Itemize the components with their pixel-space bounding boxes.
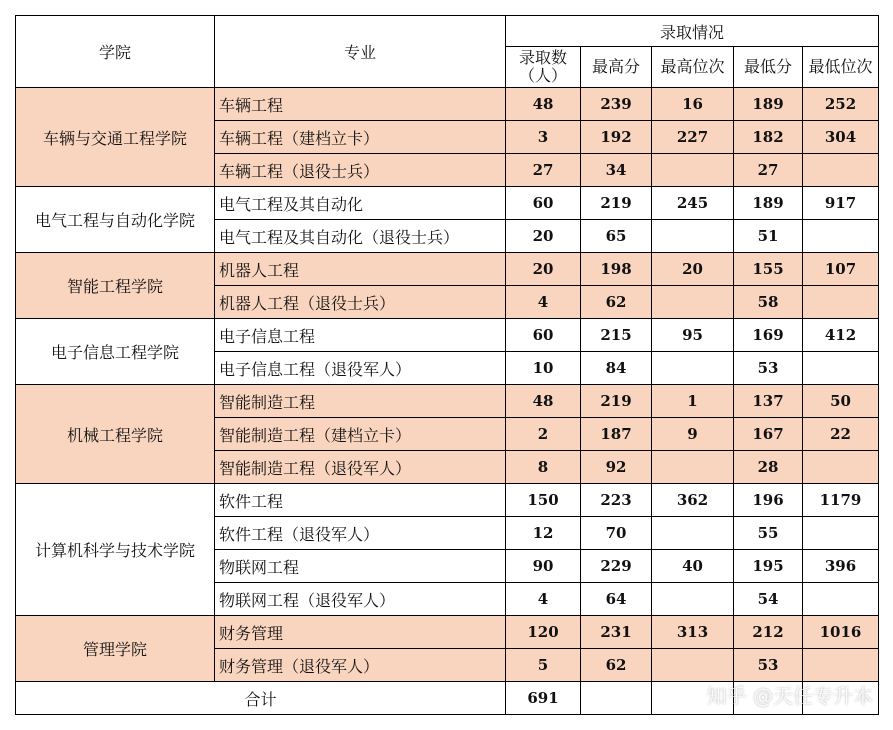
- cell-min-rank: 22: [803, 418, 879, 451]
- cell-min-rank: [803, 286, 879, 319]
- cell-min-rank: 1179: [803, 484, 879, 517]
- cell-admitted: 12: [506, 517, 581, 550]
- cell-admitted: 10: [506, 352, 581, 385]
- major-name: 物联网工程（退役军人）: [215, 583, 506, 616]
- total-empty-cell: [581, 682, 652, 715]
- cell-min-score: 51: [734, 220, 803, 253]
- total-label: 合计: [16, 682, 506, 715]
- cell-min-rank: 396: [803, 550, 879, 583]
- cell-min-score: 58: [734, 286, 803, 319]
- header-min-rank: 最低位次: [803, 47, 879, 88]
- admission-table: [15, 15, 879, 715]
- cell-min-score: 28: [734, 451, 803, 484]
- cell-min-rank: [803, 220, 879, 253]
- cell-max-score: 229: [581, 550, 652, 583]
- header-major: 专业: [215, 16, 506, 88]
- header-group: 录取情况: [506, 16, 879, 47]
- cell-max-score: 84: [581, 352, 652, 385]
- total-admitted: 691: [506, 682, 581, 715]
- table-body: [16, 88, 879, 682]
- cell-max-rank: 313: [652, 616, 734, 649]
- cell-max-rank: [652, 154, 734, 187]
- major-name: 软件工程（退役军人）: [215, 517, 506, 550]
- college-name: 管理学院: [16, 616, 215, 682]
- cell-admitted: 27: [506, 154, 581, 187]
- cell-min-score: 195: [734, 550, 803, 583]
- cell-min-score: 182: [734, 121, 803, 154]
- cell-min-rank: [803, 649, 879, 682]
- cell-min-score: 196: [734, 484, 803, 517]
- cell-min-rank: [803, 154, 879, 187]
- cell-min-score: 53: [734, 352, 803, 385]
- cell-max-rank: 245: [652, 187, 734, 220]
- cell-min-score: 212: [734, 616, 803, 649]
- cell-admitted: 3: [506, 121, 581, 154]
- cell-max-score: 187: [581, 418, 652, 451]
- college-name: 机械工程学院: [16, 385, 215, 484]
- cell-max-rank: 1: [652, 385, 734, 418]
- cell-max-rank: 227: [652, 121, 734, 154]
- cell-max-score: 215: [581, 319, 652, 352]
- cell-max-score: 219: [581, 187, 652, 220]
- cell-max-rank: [652, 649, 734, 682]
- cell-max-score: 198: [581, 253, 652, 286]
- cell-min-score: 55: [734, 517, 803, 550]
- cell-max-rank: 362: [652, 484, 734, 517]
- cell-min-rank: 917: [803, 187, 879, 220]
- cell-max-score: 223: [581, 484, 652, 517]
- watermark: 知乎 @天任专升本: [706, 684, 873, 708]
- college-name: 计算机科学与技术学院: [16, 484, 215, 616]
- cell-admitted: 20: [506, 253, 581, 286]
- cell-max-score: 92: [581, 451, 652, 484]
- cell-admitted: 60: [506, 319, 581, 352]
- cell-admitted: 150: [506, 484, 581, 517]
- cell-max-score: 192: [581, 121, 652, 154]
- table-row: [16, 319, 879, 352]
- cell-min-rank: 304: [803, 121, 879, 154]
- cell-admitted: 4: [506, 583, 581, 616]
- table-row: [16, 187, 879, 220]
- major-name: 车辆工程: [215, 88, 506, 121]
- major-name: 车辆工程（退役士兵）: [215, 154, 506, 187]
- header-admitted-text: 录取数（人）: [518, 48, 567, 85]
- cell-admitted: 60: [506, 187, 581, 220]
- cell-min-rank: [803, 451, 879, 484]
- cell-admitted: 48: [506, 88, 581, 121]
- cell-max-rank: [652, 451, 734, 484]
- major-name: 电子信息工程: [215, 319, 506, 352]
- cell-admitted: 2: [506, 418, 581, 451]
- cell-min-rank: 50: [803, 385, 879, 418]
- cell-max-score: 62: [581, 286, 652, 319]
- major-name: 智能制造工程（退役军人）: [215, 451, 506, 484]
- cell-max-rank: [652, 583, 734, 616]
- cell-min-score: 54: [734, 583, 803, 616]
- cell-max-score: 231: [581, 616, 652, 649]
- cell-min-score: 137: [734, 385, 803, 418]
- cell-max-score: 65: [581, 220, 652, 253]
- cell-min-rank: 107: [803, 253, 879, 286]
- header-college: 学院: [16, 16, 215, 88]
- major-name: 机器人工程: [215, 253, 506, 286]
- major-name: 电子信息工程（退役军人）: [215, 352, 506, 385]
- college-name: 智能工程学院: [16, 253, 215, 319]
- cell-max-rank: 40: [652, 550, 734, 583]
- major-name: 智能制造工程（建档立卡）: [215, 418, 506, 451]
- cell-min-score: 169: [734, 319, 803, 352]
- major-name: 车辆工程（建档立卡）: [215, 121, 506, 154]
- cell-max-rank: [652, 286, 734, 319]
- major-name: 机器人工程（退役士兵）: [215, 286, 506, 319]
- cell-min-rank: [803, 517, 879, 550]
- cell-max-rank: 20: [652, 253, 734, 286]
- cell-min-rank: [803, 583, 879, 616]
- major-name: 财务管理: [215, 616, 506, 649]
- header-max-rank: 最高位次: [652, 47, 734, 88]
- major-name: 电气工程及其自动化（退役士兵）: [215, 220, 506, 253]
- table-row: [16, 385, 879, 418]
- cell-min-score: 53: [734, 649, 803, 682]
- cell-max-score: 62: [581, 649, 652, 682]
- cell-max-score: 34: [581, 154, 652, 187]
- header-admitted: [506, 47, 581, 88]
- cell-max-rank: [652, 220, 734, 253]
- cell-max-score: 64: [581, 583, 652, 616]
- major-name: 物联网工程: [215, 550, 506, 583]
- cell-admitted: 5: [506, 649, 581, 682]
- college-name: 电子信息工程学院: [16, 319, 215, 385]
- cell-max-rank: 95: [652, 319, 734, 352]
- cell-min-score: 167: [734, 418, 803, 451]
- header-max-score: 最高分: [581, 47, 652, 88]
- header-min-score: 最低分: [734, 47, 803, 88]
- table-row: [16, 253, 879, 286]
- college-name: 电气工程与自动化学院: [16, 187, 215, 253]
- cell-max-rank: [652, 517, 734, 550]
- cell-min-score: 189: [734, 88, 803, 121]
- major-name: 智能制造工程: [215, 385, 506, 418]
- cell-admitted: 48: [506, 385, 581, 418]
- cell-max-score: 239: [581, 88, 652, 121]
- table-row: [16, 616, 879, 649]
- cell-max-score: 219: [581, 385, 652, 418]
- cell-max-rank: 16: [652, 88, 734, 121]
- cell-min-score: 27: [734, 154, 803, 187]
- table-row: [16, 88, 879, 121]
- cell-max-rank: 9: [652, 418, 734, 451]
- table-row: [16, 484, 879, 517]
- cell-admitted: 90: [506, 550, 581, 583]
- major-name: 电气工程及其自动化: [215, 187, 506, 220]
- cell-admitted: 120: [506, 616, 581, 649]
- cell-min-rank: 252: [803, 88, 879, 121]
- cell-min-rank: 412: [803, 319, 879, 352]
- cell-min-rank: 1016: [803, 616, 879, 649]
- cell-min-score: 189: [734, 187, 803, 220]
- college-name: 车辆与交通工程学院: [16, 88, 215, 187]
- cell-max-rank: [652, 352, 734, 385]
- cell-min-rank: [803, 352, 879, 385]
- cell-admitted: 4: [506, 286, 581, 319]
- cell-min-score: 155: [734, 253, 803, 286]
- major-name: 软件工程: [215, 484, 506, 517]
- cell-max-score: 70: [581, 517, 652, 550]
- cell-admitted: 20: [506, 220, 581, 253]
- major-name: 财务管理（退役军人）: [215, 649, 506, 682]
- cell-admitted: 8: [506, 451, 581, 484]
